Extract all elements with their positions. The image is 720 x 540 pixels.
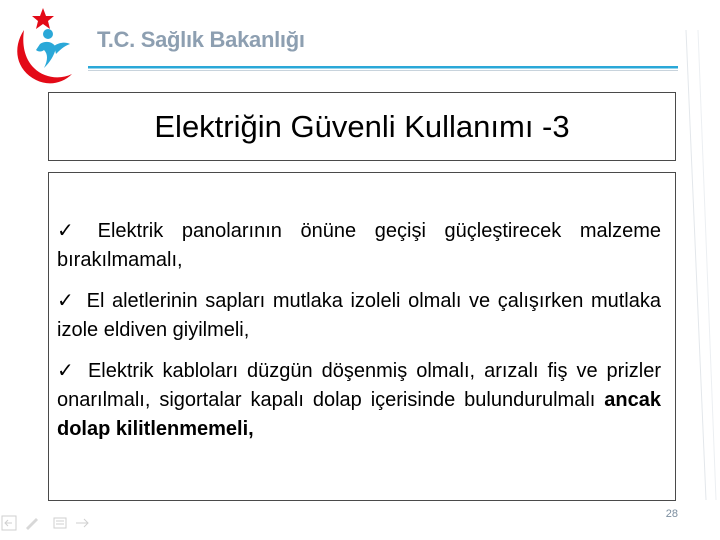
decorative-side-lines (676, 30, 720, 500)
bullet-item-1 (57, 217, 661, 275)
bullet-text: El aletlerinin sapları mutlaka izoleli olmalı ve çalışırken mutlaka izole eldiven giyilmeli, (57, 290, 661, 341)
bullet-text: Elektrik panolarının önüne geçişi güçleştirecek malzeme bırakılmamalı, (57, 220, 661, 271)
title-box (48, 92, 676, 161)
forward-arrow-icon[interactable] (76, 519, 88, 527)
bullet-emphasis: ancak dolap kilitlenmemeli, (57, 389, 661, 440)
header-divider (88, 60, 688, 74)
bullet-item-2 (57, 287, 661, 345)
page-number: 28 (665, 508, 678, 520)
checkmark-icon: ✓ (57, 290, 74, 312)
slideshow-controls (0, 512, 100, 534)
checkmark-icon: ✓ (57, 220, 74, 242)
back-arrow-icon[interactable] (2, 516, 16, 530)
checkmark-icon: ✓ (57, 360, 74, 382)
ministry-logo (10, 4, 82, 86)
content-box (48, 172, 676, 501)
bullet-item-3 (57, 357, 661, 444)
menu-icon[interactable] (54, 518, 66, 528)
pen-icon[interactable] (26, 518, 38, 530)
ministry-star-figure-logo-icon (10, 4, 82, 86)
bullet-text: Elektrik kabloları düzgün döşenmiş olmalı, arızalı fiş ve prizler onarılmalı, sigortalar kapalı dolap içerisinde bulundurulmalı (57, 360, 661, 411)
ministry-name: T.C. Sağlık Bakanlığı (97, 27, 305, 52)
slide-title: Elektriğin Güvenli Kullanımı -3 (154, 108, 570, 144)
